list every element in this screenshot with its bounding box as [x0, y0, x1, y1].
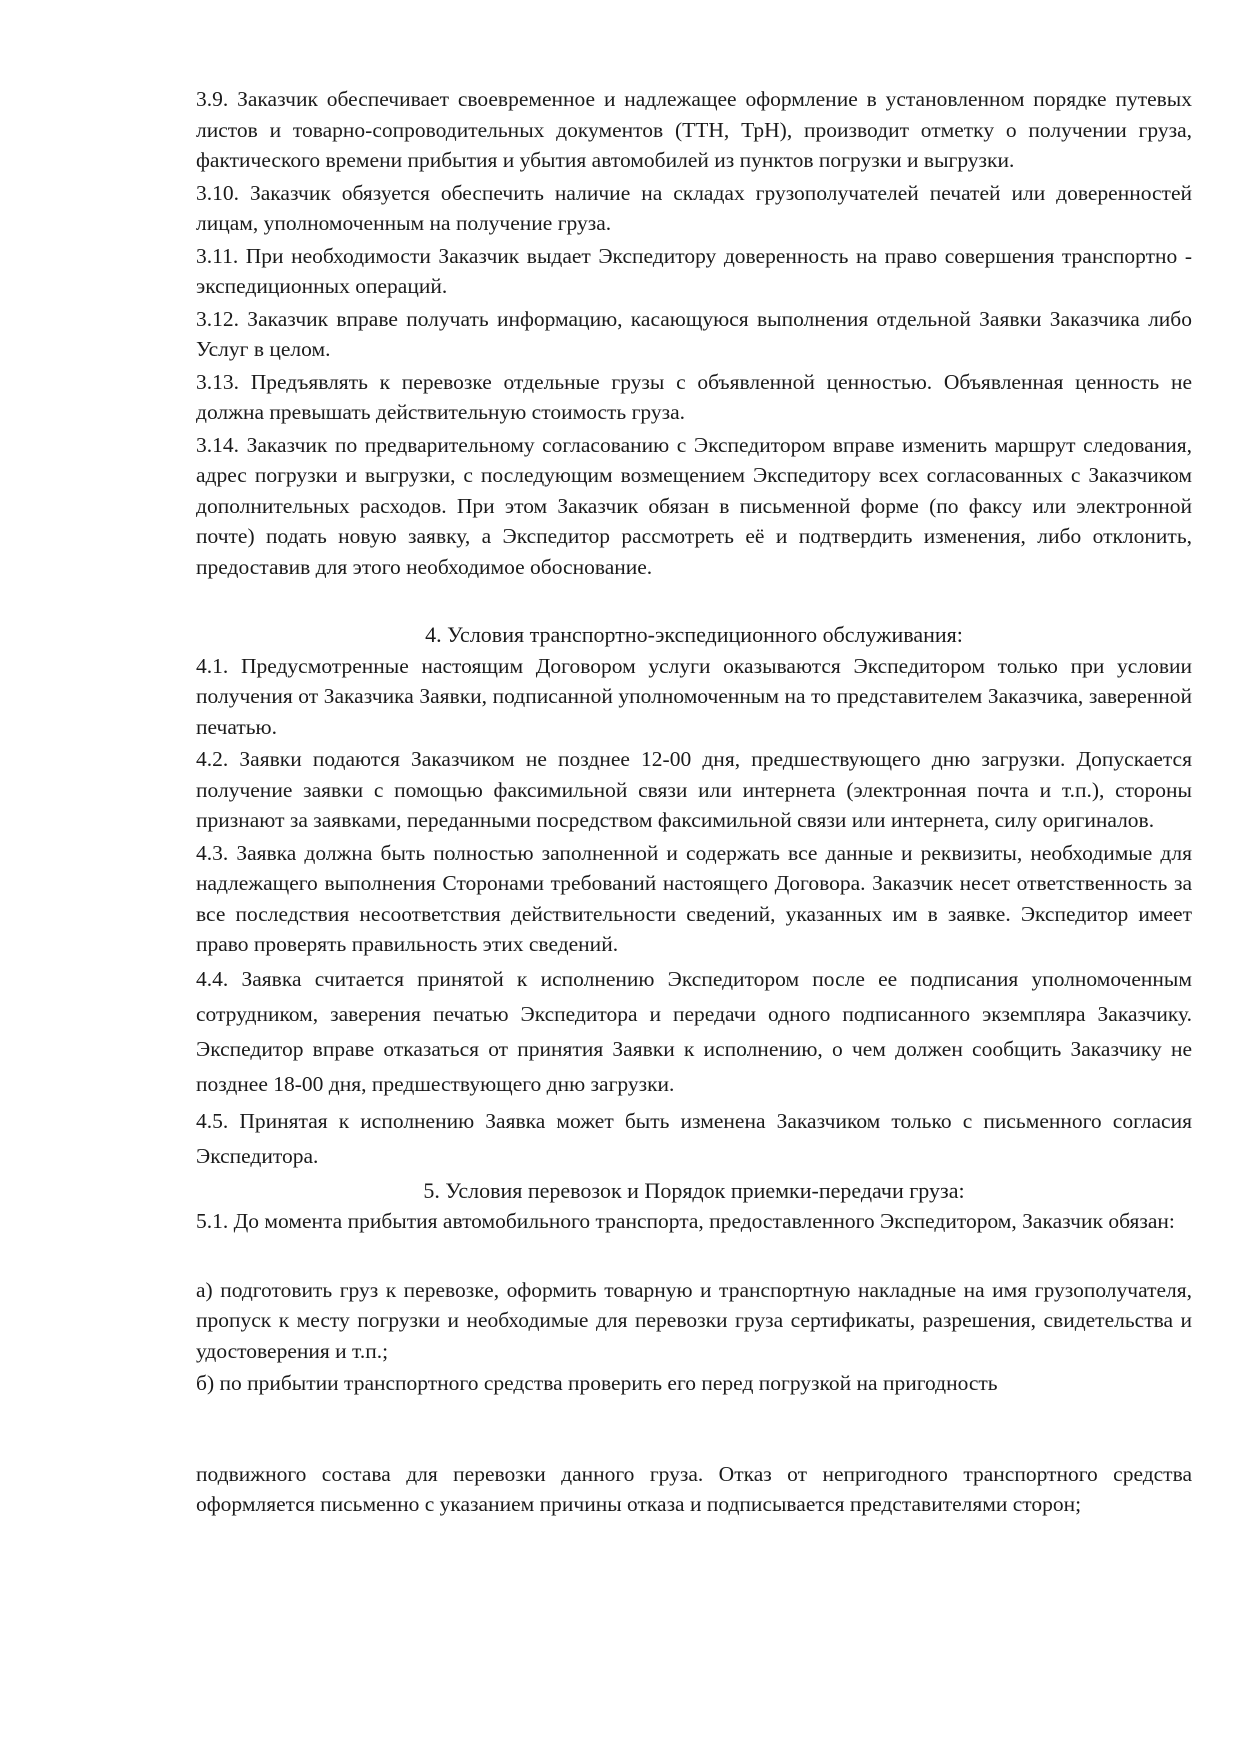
section-4-heading: 4. Условия транспортно-экспедиционного обслуживания: [425, 622, 963, 647]
clause-3-14: 3.14. Заказчик по предварительному согласованию с Экспедитором вправе изменить маршрут следования, адрес погрузки и выгрузки, с последующим возмещением Экспедитору всех согласованных с Заказчиком дополнительных расходов. При этом Заказчик обязан в письменной форме (по факсу или электронной почте) подать новую заявку, а Экспедитор рассмотреть её и подтвердить изменения, либо отклонить, предоставив для этого необходимое обоснование. [196, 432, 1192, 579]
clause-5-1-b: б) по прибытии транспортного средства проверить его перед погрузкой на пригодность [196, 1371, 998, 1395]
clause-4-2: 4.2. Заявки подаются Заказчиком не позднее 12-00 дня, предшествующего дню загрузки. Допускается получение заявки с помощью факсимильной связи или интернета (электронная почта и т.п.), стороны признают за заявками, переданными посредством факсимильной связи или интернета, силу оригиналов. [196, 747, 1192, 832]
clause-5-1-a: а) подготовить груз к перевозке, оформить товарную и транспортную накладные на имя грузополучателя, пропуск к месту погрузки и необходимые для перевозки груза сертификаты, разрешения, свидетельства и удостоверения и т.п.; [196, 1277, 1192, 1363]
section-5-heading: 5. Условия перевозок и Порядок приемки-передачи груза: [423, 1177, 965, 1203]
clause-3-11: 3.11. При необходимости Заказчик выдает Экспедитору доверенность на право совершения транспортно - экспедиционных операций. [196, 243, 1192, 298]
clause-5-1: 5.1. До момента прибытия автомобильного транспорта, предоставленного Экспедитором, Заказчик обязан: [196, 1209, 1175, 1233]
clause-3-9: 3.9. Заказчик обеспечивает своевременное и надлежащее оформление в установленном порядке путевых листов и товарно-сопроводительных документов (ТТН, ТрН), производит отметку о получении груза, фактического времени прибытия и убытия автомобилей из пунктов погрузки и выгрузки. [196, 87, 1192, 172]
clause-3-12: 3.12. Заказчик вправе получать информацию, касающуюся выполнения отдельной Заявки Заказчика либо Услуг в целом. [196, 306, 1192, 361]
clause-4-3: 4.3. Заявка должна быть полностью заполненной и содержать все данные и реквизиты, необходимые для надлежащего выполнения Сторонами требований настоящего Договора. Заказчик несет ответственность за все последствия несоответствия действительности сведений, указанных им в заявке. Экспедитор имеет право проверять правильность этих сведений. [196, 840, 1192, 956]
clause-4-4: 4.4. Заявка считается принятой к исполнению Экспедитором после ее подписания уполномоченным сотрудником, заверения печатью Экспедитора и передачи одного подписанного экземпляра Заказчику. Экспедитор вправе отказаться от принятия Заявки к исполнению, о чем должен сообщить Заказчику не позднее 18-00 дня, предшествующего дню загрузки. [196, 966, 1192, 1096]
document-page [196, 84, 1192, 1522]
clause-3-10: 3.10. Заказчик обязуется обеспечить наличие на складах грузополучателей печатей или доверенностей лицам, уполномоченным на получение груза. [196, 180, 1192, 235]
clause-3-13: 3.13. Предъявлять к перевозке отдельные грузы с объявленной ценностью. Объявленная ценность не должна превышать действительную стоимость груза. [196, 369, 1192, 424]
clause-4-1: 4.1. Предусмотренные настоящим Договором услуги оказываются Экспедитором только при условии получения от Заказчика Заявки, подписанной уполномоченным на то представителем Заказчика, заверенной печатью. [196, 653, 1192, 739]
clause-5-1-b-continued: подвижного состава для перевозки данного груза. Отказ от непригодного транспортного средства оформляется письменно с указанием причины отказа и подписывается представителями сторон; [196, 1461, 1192, 1516]
clause-4-5: 4.5. Принятая к исполнению Заявка может быть изменена Заказчиком только с письменного согласия Экспедитора. [196, 1108, 1192, 1168]
